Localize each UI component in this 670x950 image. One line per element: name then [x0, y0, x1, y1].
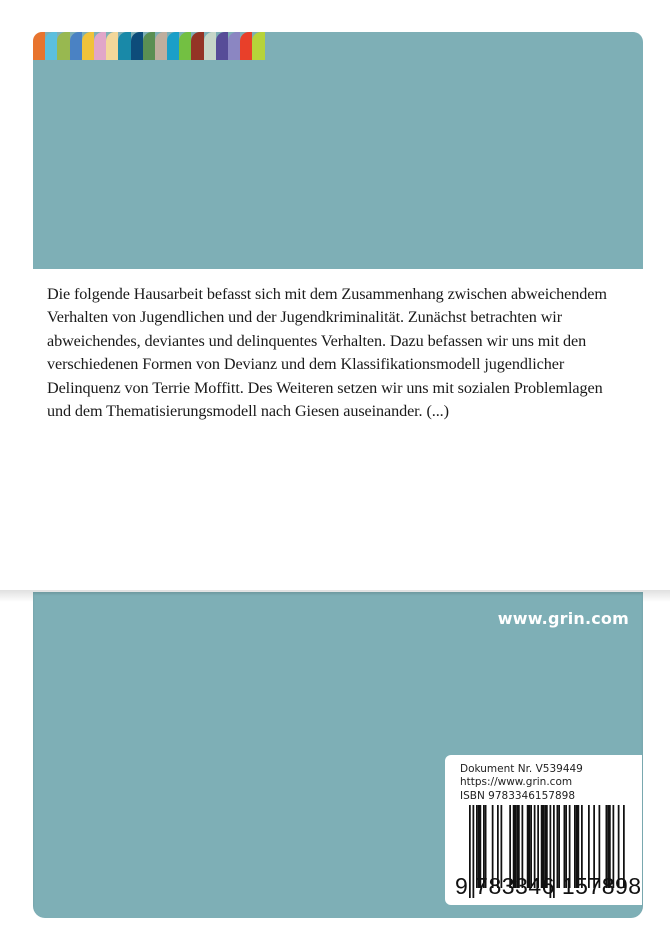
- color-tab: [179, 32, 191, 60]
- isbn-label: [445, 755, 642, 905]
- color-tab: [45, 32, 57, 60]
- color-tab: [204, 32, 216, 60]
- blurb-line: Die folgende Hausarbeit befasst sich mit dem Zusammenhang zwischen abweichendem: [47, 285, 607, 303]
- blurb-line: abweichendes, deviantes und delinquentes Verhalten. Dazu befassen wir uns mit den: [47, 331, 587, 350]
- color-tab: [94, 32, 106, 60]
- color-tab: [118, 32, 130, 60]
- color-tab: [70, 32, 82, 60]
- color-tab: [252, 32, 264, 60]
- color-tab: [155, 32, 167, 60]
- publisher-website: www.grin.com: [497, 609, 629, 628]
- blurb-line: Delinquenz von Terrie Moffitt. Des Weiteren setzen wir uns mit sozialen Problemlagen: [47, 378, 603, 397]
- isbn-number: ISBN 9783346157898: [460, 789, 576, 802]
- label-text: [460, 763, 583, 803]
- color-tab: [191, 32, 203, 60]
- color-tab: [228, 32, 240, 60]
- back-cover-blurb: [47, 283, 647, 423]
- document-number: Dokument Nr. V539449: [460, 763, 583, 775]
- cover-top-panel: [33, 32, 643, 269]
- label-url: https://www.grin.com: [460, 776, 573, 789]
- color-tab: [82, 32, 94, 60]
- color-tab: [106, 32, 118, 60]
- blurb-line: und dem Thematisierungsmodell nach Giesen auseinander. (...): [47, 402, 449, 421]
- blurb-line: Verhalten von Jugendlichen und der Jugendkriminalität. Zunächst betrachten wir: [47, 308, 562, 327]
- color-tab: [57, 32, 69, 60]
- color-tab: [33, 32, 45, 60]
- blurb-line: verschiedenen Formen von Devianz und dem Klassifikationsmodell jugendlicher: [47, 355, 565, 374]
- color-tab: [167, 32, 179, 60]
- cover-bottom-panel: [33, 592, 643, 918]
- color-tab: [143, 32, 155, 60]
- color-tabs-strip: [33, 32, 265, 60]
- color-tab: [240, 32, 252, 60]
- color-tab: [216, 32, 228, 60]
- barcode-digits: 9 783346 157898: [455, 873, 642, 899]
- color-tab: [131, 32, 143, 60]
